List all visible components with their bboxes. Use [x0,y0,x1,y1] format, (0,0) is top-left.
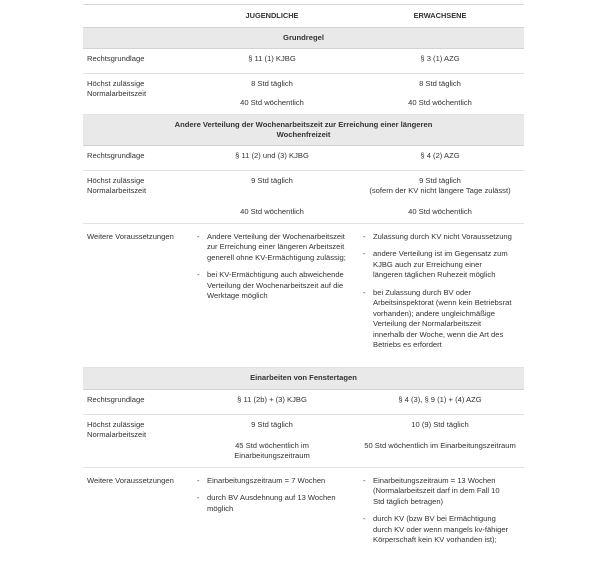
section-grundregel [83,28,524,49]
table-row [83,468,524,566]
list-item: - Einarbeitungszeitraum = 13 Wochen (Normalarbeitszeit darf in dem Fall 10 Std täglich betragen) [362,476,512,507]
cell-erwachsene: 40 Std wöchentlich [356,203,524,224]
table-row [83,390,524,415]
section-title: Grundregel [83,28,524,49]
working-time-comparison-table [83,4,524,566]
voraussetzungen-list-erwachsene [362,476,512,546]
list-item: - durch BV Ausdehnung auf 13 Wochen möglich [196,493,346,514]
list-item: - Zulassung durch KV nicht Voraussetzung [362,232,512,242]
cell-erwachsene [356,171,524,204]
cell-erwachsene: 50 Std wöchentlich im Einarbeitungszeitraum [356,438,524,468]
cell-erwachsene [356,468,524,566]
voraussetzungen-list-jugendliche [196,232,346,302]
table-row [83,415,524,439]
taeglich-note: (sofern der KV nicht längere Tage zulässt) [360,186,520,196]
row-label: Höchst zulässige Normalarbeitszeit [83,415,188,468]
list-item: - Einarbeitungszeitraum = 7 Wochen [196,476,346,486]
header-empty [83,5,188,28]
table-header-row [83,5,524,28]
table-row [83,49,524,74]
cell-erwachsene: § 4 (2) AZG [356,146,524,171]
voraussetzungen-list-erwachsene [362,232,512,351]
cell-jugendliche: 40 Std wöchentlich [188,203,356,224]
taeglich-value: 9 Std täglich [360,176,520,186]
row-label: Weitere Voraussetzungen [83,224,188,368]
cell-erwachsene: 10 (9) Std täglich [356,415,524,439]
row-label: Höchst zulässige Normalarbeitszeit [83,171,188,224]
section-andere-verteilung [83,115,524,146]
cell-jugendliche: 40 Std wöchentlich [188,96,356,115]
section-fenstertage [83,368,524,390]
row-label: Rechtsgrundlage [83,390,188,415]
list-item: - bei Zulassung durch BV oder Arbeitsinspektorat (wenn kein Betriebsrat vorhanden); andere ungleichmäßige Verteilung der Normalarbeitszeit innerhalb der Woche, wenn die Art des Betriebs es erfordert [362,288,512,351]
comparison-table-container [83,4,524,566]
cell-jugendliche: § 11 (2) und (3) KJBG [188,146,356,171]
cell-jugendliche: 45 Std wöchentlich im Einarbeitungszeitraum [188,438,356,468]
section-title: Einarbeiten von Fenstertagen [83,368,524,390]
cell-jugendliche: 8 Std täglich [188,74,356,97]
section-title: Andere Verteilung der Wochenarbeitszeit zur Erreichung einer längeren Wochenfreizeit [83,115,524,146]
row-label: Höchst zulässige Normalarbeitszeit [83,74,188,115]
list-item: - Andere Verteilung der Wochenarbeitszeit zur Erreichung einer längeren Arbeitszeit generell ohne KV-Ermächtigung zulässig; [196,232,346,263]
row-label: Rechtsgrundlage [83,146,188,171]
cell-erwachsene: 40 Std wöchentlich [356,96,524,115]
cell-erwachsene [356,224,524,368]
header-jugendliche: JUGENDLICHE [188,5,356,28]
row-label: Weitere Voraussetzungen [83,468,188,566]
list-item: - andere Verteilung ist im Gegensatz zum KJBG auch zur Erreichung einer längeren täglichen Ruhezeit möglich [362,249,512,280]
table-row [83,74,524,97]
cell-jugendliche: 9 Std täglich [188,171,356,204]
table-row [83,171,524,204]
list-item: - bei KV-Ermächtigung auch abweichende Verteilung der Wochenarbeitszeit auf die Werktage möglich [196,270,346,301]
cell-erwachsene: 8 Std täglich [356,74,524,97]
cell-jugendliche: § 11 (1) KJBG [188,49,356,74]
table-row [83,224,524,368]
cell-jugendliche: § 11 (2b) + (3) KJBG [188,390,356,415]
cell-erwachsene: § 3 (1) AZG [356,49,524,74]
voraussetzungen-list-jugendliche [196,476,346,514]
table-row [83,146,524,171]
cell-erwachsene: § 4 (3), § 9 (1) + (4) AZG [356,390,524,415]
row-label: Rechtsgrundlage [83,49,188,74]
header-erwachsene: ERWACHSENE [356,5,524,28]
cell-jugendliche [188,224,356,368]
cell-jugendliche: 9 Std täglich [188,415,356,439]
list-item: - durch KV (bzw BV bei Ermächtigung durch KV oder wenn mangels kv-fähiger Körperschaft kein KV vorhanden ist); [362,514,512,545]
cell-jugendliche [188,468,356,566]
